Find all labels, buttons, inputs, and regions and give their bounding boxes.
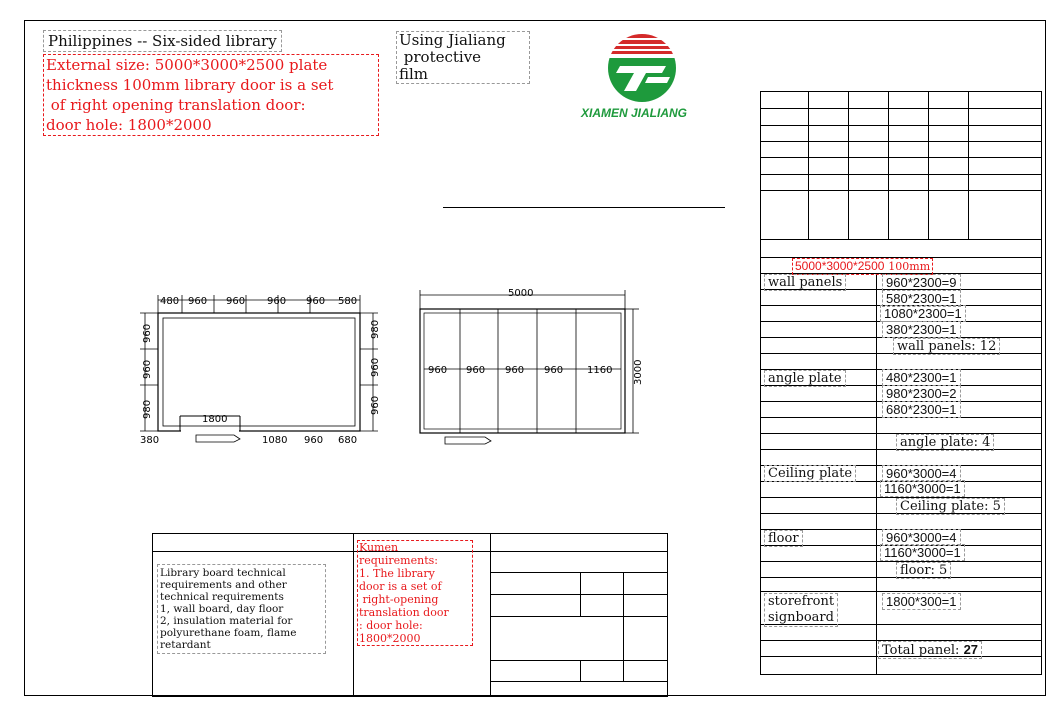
bom-size-thickness: 100mm xyxy=(888,260,931,273)
right-dim-label: 980 xyxy=(370,319,381,339)
right-dim-label: 960 xyxy=(370,395,381,415)
note-line: polyurethane foam, flame xyxy=(160,627,297,639)
ceiling-item: 960*3000=4 xyxy=(882,465,961,482)
wall-item: 580*2300=1 xyxy=(882,290,961,307)
title-block-line xyxy=(623,572,624,681)
title-block-line xyxy=(353,533,354,697)
kumen-requirements-note xyxy=(357,540,473,646)
total-panel-value: 27 xyxy=(963,642,979,657)
bom-grid-line xyxy=(760,125,1042,126)
title-block-line xyxy=(490,660,668,661)
bom-grid-line xyxy=(760,108,1042,109)
logo-text: XIAMEN JIALIANG xyxy=(581,106,688,120)
note-line: : door hole: xyxy=(359,619,423,632)
film-note xyxy=(396,31,530,84)
film-line: film xyxy=(399,65,429,83)
panel-dim-label: 960 xyxy=(466,365,486,376)
floor-item: 1160*3000=1 xyxy=(880,544,965,561)
left-dim-label: 960 xyxy=(142,323,153,343)
wall-total: wall panels: 12 xyxy=(893,338,1000,355)
film-line: protective xyxy=(399,48,482,66)
spec-line: of right opening translation door: xyxy=(46,96,306,114)
bom-grid-line xyxy=(760,174,1042,175)
bottom-dim-label: 1080 xyxy=(262,435,288,446)
bom-grid-line xyxy=(760,157,1042,158)
bom-grid-line xyxy=(760,190,1042,191)
panel-dim-label: 1160 xyxy=(587,365,613,376)
film-line: Using Jialiang xyxy=(399,31,506,49)
signboard-label-line: storefront xyxy=(768,594,835,609)
note-line: technical requirements xyxy=(160,591,284,603)
note-line: 2, insulation material for xyxy=(160,615,293,627)
top-dim-label: 960 xyxy=(267,296,287,307)
spec-line: door hole: 1800*2000 xyxy=(46,116,212,134)
note-line: door is a set of xyxy=(359,580,442,593)
angle-item: 680*2300=1 xyxy=(882,401,961,418)
title-block-line xyxy=(490,533,491,697)
logo-mark-icon xyxy=(592,33,692,103)
bom-grid-line xyxy=(760,141,1042,142)
panel-dim-label: 960 xyxy=(428,365,448,376)
spec-line: thickness 100mm library door is a set xyxy=(46,76,334,94)
signboard-label xyxy=(764,593,838,627)
wall-panels-label: wall panels xyxy=(764,274,846,291)
right-dim-label: 960 xyxy=(370,357,381,377)
bom-size xyxy=(792,258,933,275)
width-dim-label: 5000 xyxy=(508,288,534,299)
panel-dim-label: 960 xyxy=(544,365,564,376)
separator-line xyxy=(443,207,725,208)
left-dim-label: 960 xyxy=(142,359,153,379)
company-logo xyxy=(592,33,692,103)
bom-grid-line xyxy=(876,273,877,675)
angle-item: 980*2300=2 xyxy=(882,385,961,402)
project-title: Philippines -- Six-sided library xyxy=(43,30,282,52)
top-dim-label: 960 xyxy=(226,296,246,307)
bom-grid-line xyxy=(808,91,809,239)
floor-total: floor: 5 xyxy=(896,562,951,579)
bom-grid-line xyxy=(968,91,969,239)
title-block-line xyxy=(490,594,668,595)
total-panel xyxy=(878,641,982,659)
door-dim-label: 1800 xyxy=(202,414,228,425)
tech-requirements-note xyxy=(157,564,326,654)
ceiling-item: 1160*3000=1 xyxy=(880,480,965,497)
bom-grid-line xyxy=(888,91,889,239)
panel-dim-label: 960 xyxy=(505,365,525,376)
note-line: 1800*2000 xyxy=(359,632,421,645)
bottom-dim-label: 680 xyxy=(338,435,358,446)
note-line: translation door xyxy=(359,606,449,619)
angle-item: 480*2300=1 xyxy=(882,369,961,386)
note-line: right-opening xyxy=(359,593,439,606)
bom-grid-line xyxy=(848,91,849,239)
ceiling-plate-label: Ceiling plate xyxy=(764,465,856,482)
title-block-line xyxy=(580,572,581,616)
title-block-line xyxy=(490,616,668,617)
wall-item: 380*2300=1 xyxy=(882,321,961,338)
note-line: retardant xyxy=(160,639,211,651)
title-block-line xyxy=(580,660,581,681)
note-line: 1, wall board, day floor xyxy=(160,603,284,615)
top-dim-label: 960 xyxy=(306,296,326,307)
ceiling-total: Ceiling plate: 5 xyxy=(896,498,1005,515)
title-block-line xyxy=(490,681,668,682)
angle-total: angle plate: 4 xyxy=(896,434,994,451)
top-dim-label: 960 xyxy=(188,296,208,307)
wall-item: 960*2300=9 xyxy=(882,274,961,291)
spec-line: External size: 5000*3000*2500 plate xyxy=(46,56,328,74)
wall-item: 1080*2300=1 xyxy=(880,305,966,322)
left-dim-label: 980 xyxy=(142,399,153,419)
note-line: Library board technical xyxy=(160,567,286,579)
bottom-dim-label: 960 xyxy=(304,435,324,446)
bom-grid-line xyxy=(928,91,929,239)
signboard-label-line: signboard xyxy=(768,610,834,625)
bom-size-main: 5000*3000*2500 xyxy=(795,259,885,273)
bottom-dim-label: 380 xyxy=(140,435,160,446)
top-dim-label: 480 xyxy=(160,296,180,307)
note-line: 1. The library xyxy=(359,567,435,580)
floor-label: floor xyxy=(764,530,803,547)
wall-plan-drawing xyxy=(130,285,390,450)
height-dim-label: 3000 xyxy=(633,359,644,385)
note-line: requirements: xyxy=(359,554,438,567)
bom-grid-line xyxy=(760,239,1042,240)
ceiling-plan-drawing xyxy=(415,285,655,450)
angle-plate-label: angle plate xyxy=(764,370,846,387)
floor-item: 960*3000=4 xyxy=(882,529,961,546)
total-panel-label: Total panel: xyxy=(882,643,964,658)
top-dim-label: 580 xyxy=(338,296,358,307)
title-block-line xyxy=(490,572,668,573)
spec-block xyxy=(43,54,379,136)
note-line: Kumen xyxy=(359,541,399,554)
bom-grid-line xyxy=(760,591,1042,592)
note-line: requirements and other xyxy=(160,579,287,591)
signboard-item: 1800*300=1 xyxy=(882,593,961,610)
